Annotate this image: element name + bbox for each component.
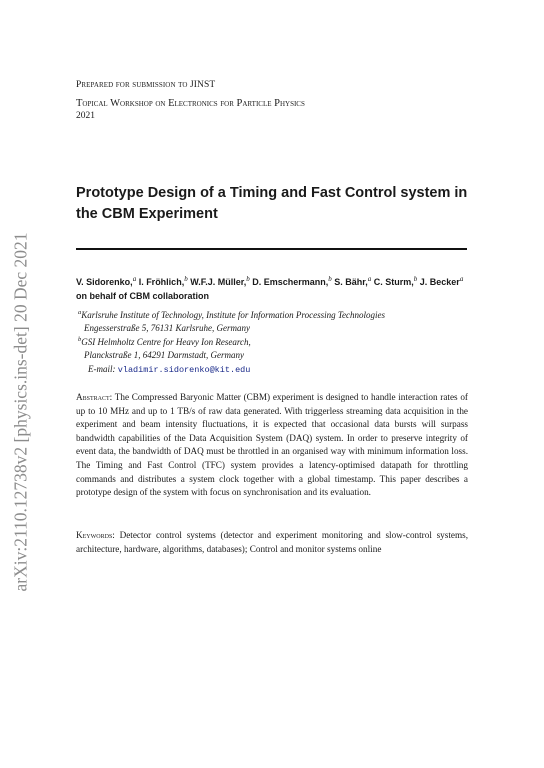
title-rule [76,248,467,250]
paper-title: Prototype Design of a Timing and Fast Control system in the CBM Experiment [76,185,468,222]
collaboration: on behalf of CBM collaboration [76,291,209,301]
workshop-year: 2021 [76,111,95,121]
author-affil-mark: a [367,275,372,283]
author-name: J. Becker [417,277,460,287]
affiliation-b: $^b$GSI Helmholtz Centre for Heavy Ion Research, [78,336,251,347]
author-name: S. Bähr, [331,277,368,287]
author-affil-mark: b [328,275,332,283]
affiliation-a-address: Engesserstraße 5, 76131 Karlsruhe, Germany [84,322,250,333]
keywords-label: Keywords: [76,530,115,540]
abstract-label: Abstract: [76,392,113,402]
keywords [76,529,468,556]
arxiv-stamp [6,217,36,607]
author-affil-mark: b [184,275,188,283]
author-affil-mark: a [132,275,137,283]
email-link[interactable]: vladimir.sidorenko@kit.edu [117,365,251,375]
author-name: D. Emschermann, [249,277,329,287]
affiliations [78,307,470,361]
author-name: W.F.J. Müller, [187,277,247,287]
author-list [76,272,468,303]
author-name: C. Sturm, [371,277,414,287]
author-name: I. Fröhlich, [136,277,185,287]
author-affil-mark: b [246,275,250,283]
journal-header [76,79,471,122]
affiliation-b-address: Planckstraße 1, 64291 Darmstadt, Germany [84,349,244,360]
affiliation-a: $^a$Karlsruhe Institute of Technology, Institute for Information Processing Technologies [78,309,385,320]
abstract [76,391,468,500]
arxiv-id: arXiv:2110.12738v2 [physics.ins-det] 20 Dec 2021 [10,232,31,592]
abstract-text: The Compressed Baryonic Matter (CBM) experiment is designed to handle interaction rates of up to 10 MHz and up to 1 TB/s of raw data generated. With triggerless streaming data acquisition in the experiment and beam intensity fluctuations, it is expected that occasional data bursts will surpass bandwidth capabilities of the Data Acquisition System (DAQ) system. In order to preserve integrity of event data, the bandwidth of DAQ must be throttled in an organised way with minimum information loss. The Timing and Fast Control (TFC) system provides a latency-optimised datapath for throttling commands and distributes a system clock together with a global timestamp. This paper describes a prototype design of the system with focus on synchronisation and its evaluation. [76,392,468,498]
author-name: V. Sidorenko, [76,277,133,287]
email-line [88,364,250,375]
prepared-note: Prepared for submission to JINST [76,80,216,90]
keywords-text: Detector control systems (detector and experiment monitoring and slow-control systems, architecture, hardware, algorithms, databases); Control and monitor systems online [76,530,469,554]
author-affil-mark: a [459,275,464,283]
email-label: E-mail: [88,364,116,374]
author-affil-mark: b [413,275,418,283]
workshop-name: Topical Workshop on Electronics for Particle Physics [76,98,305,109]
